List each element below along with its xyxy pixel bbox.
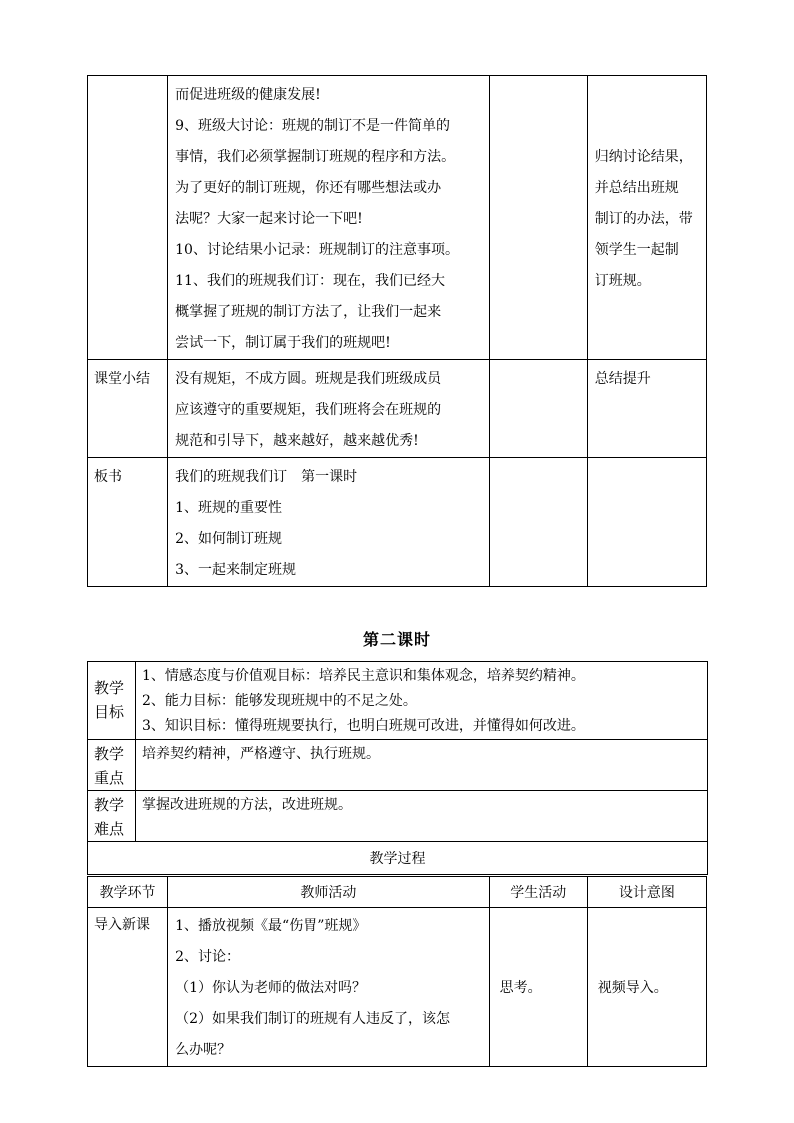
goals-label: 教学 目标 [88,662,136,740]
table-row [88,662,708,740]
lesson-two-goals-table [87,661,708,875]
design-intent-cell: 归纳讨论结果， 并总结出班规 制订的办法，带 领学生一起制 订班规。 [587,76,706,360]
teacher-activity-cell: 而促进班级的健康发展! 9、班级大讨论：班规的制订不是一件简单的 事情，我们必须掌握制订班规的程序和方法。 为了更好的制订班规，你还有哪些想法或办 法呢？大家一起来讨论一下吧! 10、讨论结果小记录：班规制订的注意事项。 11、我们的班规我们订：现在，我们已经大 概掌握了班规的制订方法了，让我们一起来 尝试一下，制订属于我们的班规吧! [168,76,490,360]
section-title: 第二课时 [362,630,431,649]
lesson-two-process-table [87,876,707,1067]
header-teacher: 教师活动 [168,877,490,908]
table-row [88,458,707,587]
student-activity-cell [489,360,587,458]
key-points-label: 教学 重点 [88,740,136,791]
header-student: 学生活动 [489,877,587,908]
table-row [88,791,708,842]
goals-content: 1、情感态度与价值观目标：培养民主意识和集体观念，培养契约精神。 2、能力目标：能够发现班规中的不足之处。 3、知识目标：懂得班规要执行，也明白班规可改进，并懂得如何改进。 [136,662,708,740]
table-row [88,76,707,360]
table-row [88,908,707,1067]
teacher-activity-cell: 1、播放视频《最“伤胃”班规》 2、讨论： （1）你认为老师的做法对吗？ （2）如果我们制订的班规有人违反了，该怎 么办呢？ [168,908,490,1067]
stage-cell: 导入新课 [88,908,168,1067]
design-intent-cell: 视频导入。 [587,908,706,1067]
student-activity-cell: 思考。 [489,908,587,1067]
stage-cell: 课堂小结 [88,360,168,458]
header-intent: 设计意图 [587,877,706,908]
key-points-content: 培养契约精神，严格遵守、执行班规。 [136,740,708,791]
table-row [88,842,708,875]
stage-cell: 板书 [88,458,168,587]
table-row [88,360,707,458]
student-activity-cell [489,76,587,360]
design-intent-cell: 总结提升 [587,360,706,458]
lesson-one-process-table [87,75,707,587]
blackboard-cell: 我们的班规我们订 第一课时 1、班规的重要性 2、如何制订班规 3、一起来制定班规 [168,458,490,587]
student-activity-cell [489,458,587,587]
teacher-activity-cell: 没有规矩，不成方圆。班规是我们班级成员 应该遵守的重要规矩，我们班将会在班规的 规范和引导下，越来越好，越来越优秀! [168,360,490,458]
difficulty-label: 教学 难点 [88,791,136,842]
stage-cell [88,76,168,360]
difficulty-content: 掌握改进班规的方法，改进班规。 [136,791,708,842]
table-row [88,740,708,791]
process-title: 教学过程 [88,842,708,875]
design-intent-cell [587,458,706,587]
table-header-row [88,877,707,908]
header-stage: 教学环节 [88,877,168,908]
